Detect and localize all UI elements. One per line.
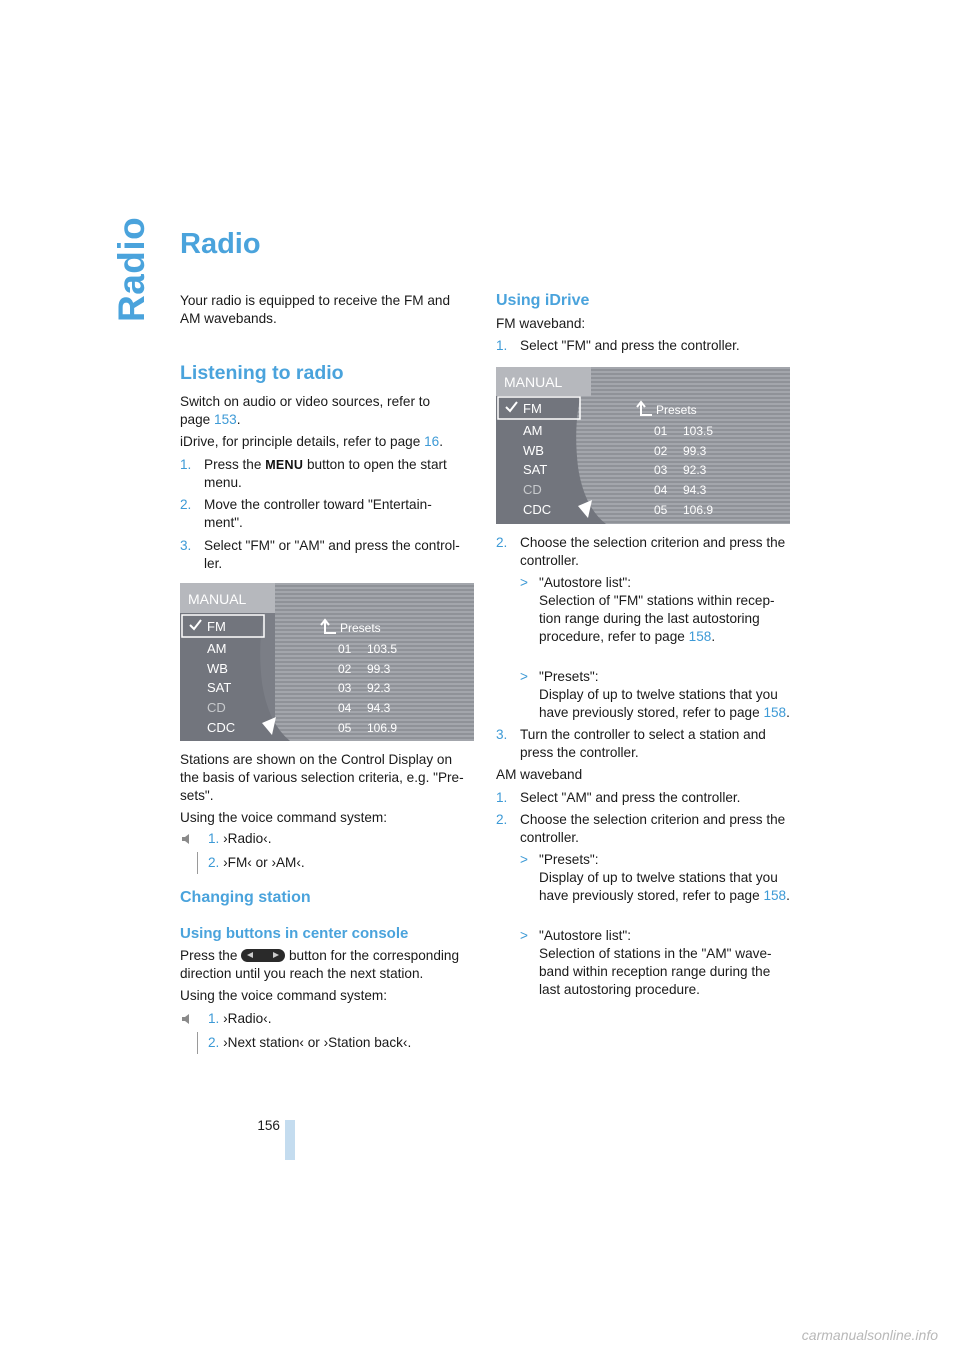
menu-item-cd[interactable]: CD [207,700,226,715]
presets-label[interactable]: Presets [656,403,697,417]
bullet-marker: > [520,575,528,590]
page-link-158[interactable]: 158 [763,888,787,903]
voice-command-icon [180,1012,194,1026]
listening-heading: Listening to radio [180,362,344,384]
voice-command: ›Radio‹. [223,831,272,846]
menu-item-wb[interactable]: WB [523,443,544,458]
fm-waveband-label: FM waveband: [496,316,586,331]
preset-frequency[interactable]: 94.3 [683,483,707,497]
station-arrow-button-icon [241,949,285,962]
preset-number: 03 [654,463,668,477]
step-number: 1. [496,790,508,805]
control-display-screenshot [180,583,474,741]
menu-item-cdc[interactable]: CDC [207,720,236,735]
page-link-158[interactable]: 158 [763,705,787,720]
page-marker-bar [285,1120,295,1160]
screen-header: MANUAL [504,374,563,390]
fm-step-1: 1. Select "FM" and press the controller. [496,338,740,353]
preset-number: 02 [654,444,668,458]
preset-frequency[interactable]: 103.5 [683,424,714,438]
listening-step-2: 2. Move the controller toward "Entertain-ment". [180,497,432,530]
step-number: 3. [180,538,192,553]
am-option-presets: > "Presets": Display of up to twelve stations that you have previously stored, refer to page 158. [520,852,790,903]
preset-number: 01 [654,424,668,438]
fm-step-3: 3. Turn the controller to select a station and press the controller. [496,727,766,760]
fm-option-presets: > "Presets": Display of up to twelve stations that you have previously stored, refer to page 158. [520,669,790,720]
step-number: 3. [496,727,508,742]
preset-number: 03 [338,681,352,695]
preset-number: 01 [338,642,352,656]
menu-item-sat[interactable]: SAT [207,680,232,695]
control-display-screenshot-2 [496,367,790,524]
preset-number: 05 [654,503,668,517]
voice-command-block-1: 1. ›Radio‹. 2. ›FM‹ or ›AM‹. [180,828,470,876]
step-number: 2. [180,497,192,512]
page-link-153[interactable]: 153 [214,412,237,427]
menu-button-icon: MENU [265,458,304,472]
bullet-marker: > [520,928,528,943]
am-step-2: 2. Choose the selection criterion and press the controller. [496,812,786,845]
step-number: 2. [496,812,508,827]
changing-station-heading: Changing station [180,889,311,906]
preset-frequency[interactable]: 106.9 [683,503,714,517]
fm-step-2: 2. Choose the selection criterion and press the controller. [496,535,786,568]
voice-command: ›Radio‹. [223,1011,272,1026]
using-idrive-heading: Using iDrive [496,292,590,309]
menu-item-am[interactable]: AM [523,423,543,438]
am-step-1: 1. Select "AM" and press the controller. [496,790,741,805]
step-number: 1. [180,457,192,472]
preset-number: 05 [338,721,352,735]
side-chapter-title: Radio [111,216,152,322]
preset-frequency[interactable]: 106.9 [367,721,398,735]
step-number: 1. [496,338,508,353]
menu-item-wb[interactable]: WB [207,661,228,676]
sources-paragraph: Switch on audio or video sources, refer to page 153. [180,394,431,427]
fm-option-autostore: > "Autostore list": Selection of "FM" stations within recep-tion range during the last autostoring procedure, refer to page 158. [520,575,775,644]
voice-command: ›Next station‹ or ›Station back‹. [223,1035,412,1050]
control-display-graphic [180,583,474,741]
page-link-158[interactable]: 158 [688,629,712,644]
watermark: carmanualsonline.info [801,1327,938,1343]
voice-command-icon [180,832,194,846]
menu-item-am[interactable]: AM [207,641,227,656]
screen-header: MANUAL [188,591,247,607]
preset-number: 04 [654,483,668,497]
preset-frequency[interactable]: 99.3 [683,444,707,458]
page-title: Radio [180,228,261,260]
preset-frequency[interactable]: 92.3 [367,681,391,695]
preset-number: 04 [338,701,352,715]
voice-command: ›FM‹ or ›AM‹. [223,855,305,870]
intro-paragraph: Your radio is equipped to receive the FM and AM wavebands. [180,293,451,326]
am-waveband-label: AM waveband [496,767,583,782]
voice-intro-1: Using the voice command system: [180,810,388,825]
menu-item-fm[interactable]: FM [207,619,226,634]
center-console-heading: Using buttons in center console [180,925,409,942]
menu-item-fm[interactable]: FM [523,401,542,416]
stations-paragraph: Stations are shown on the Control Display on the basis of various selection criteria, e.g. "Pre-sets". [180,752,464,803]
menu-item-sat[interactable]: SAT [523,462,548,477]
voice-command-block-2: 1. ›Radio‹. 2. ›Next station‹ or ›Station back‹. [180,1008,470,1056]
preset-frequency[interactable]: 94.3 [367,701,391,715]
voice-intro-2: Using the voice command system: [180,988,388,1003]
menu-item-cdc[interactable]: CDC [523,502,552,517]
control-display-graphic [496,367,790,524]
idrive-paragraph: iDrive, for principle details, refer to page 16. [180,434,443,449]
am-option-autostore: > "Autostore list": Selection of stations in the "AM" wave-band within reception range during the last autostoring procedure. [520,928,772,997]
preset-number: 02 [338,662,352,676]
listening-step-1: 1. Press the MENU button to open the start menu. [180,457,447,490]
step-number: 2. [496,535,508,550]
press-button-paragraph: Press the button for the corresponding direction until you reach the next station. [180,948,460,981]
listening-step-3: 3. Select "FM" or "AM" and press the control-ler. [180,538,460,571]
preset-frequency[interactable]: 92.3 [683,463,707,477]
page-link-16[interactable]: 16 [424,434,440,449]
bullet-marker: > [520,852,528,867]
menu-item-cd[interactable]: CD [523,482,542,497]
preset-frequency[interactable]: 99.3 [367,662,391,676]
presets-label[interactable]: Presets [340,621,381,635]
bullet-marker: > [520,669,528,684]
page-number: 156 [257,1118,280,1133]
preset-frequency[interactable]: 103.5 [367,642,398,656]
